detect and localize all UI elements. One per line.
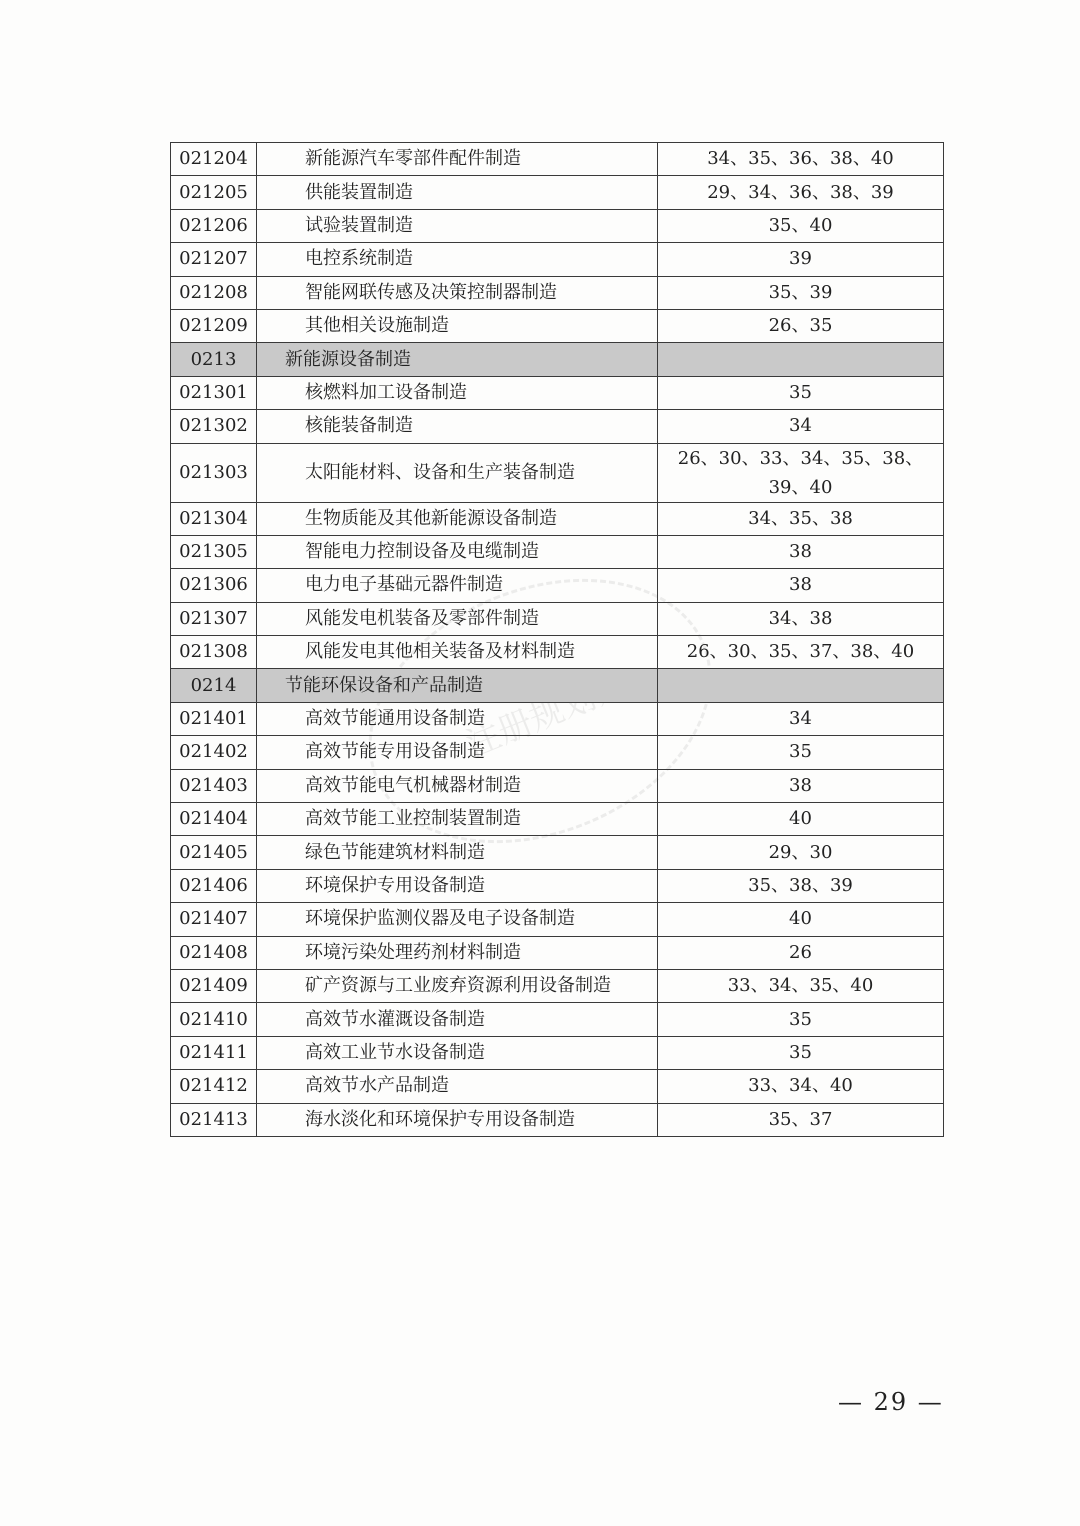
codes-cell: 35、40 — [658, 209, 944, 242]
codes-cell: 35、39 — [658, 276, 944, 309]
code-cell: 021410 — [171, 1003, 257, 1036]
name-cell: 核能装备制造 — [257, 410, 658, 443]
table-row — [171, 969, 944, 1002]
code-cell: 021209 — [171, 309, 257, 342]
codes-cell: 38 — [658, 569, 944, 602]
classification-table — [170, 142, 944, 1137]
name-cell: 风能发电其他相关装备及材料制造 — [257, 636, 658, 669]
code-cell: 021207 — [171, 243, 257, 276]
code-cell: 021306 — [171, 569, 257, 602]
table-body — [171, 143, 944, 1137]
name-cell: 高效节水产品制造 — [257, 1070, 658, 1103]
code-cell: 021404 — [171, 803, 257, 836]
section-row — [171, 669, 944, 702]
codes-cell: 34、38 — [658, 602, 944, 635]
codes-cell: 26、30、33、34、35、38、39、40 — [658, 443, 944, 502]
name-cell: 高效工业节水设备制造 — [257, 1036, 658, 1069]
name-cell: 矿产资源与工业废弃资源利用设备制造 — [257, 969, 658, 1002]
codes-cell: 33、34、35、40 — [658, 969, 944, 1002]
table-row — [171, 410, 944, 443]
table-row — [171, 602, 944, 635]
code-cell: 021406 — [171, 869, 257, 902]
table-row — [171, 276, 944, 309]
code-cell: 021303 — [171, 443, 257, 502]
table-row — [171, 143, 944, 176]
name-cell: 环境保护专用设备制造 — [257, 869, 658, 902]
name-cell: 智能电力控制设备及电缆制造 — [257, 535, 658, 568]
name-cell: 智能网联传感及决策控制器制造 — [257, 276, 658, 309]
code-cell: 021402 — [171, 736, 257, 769]
codes-cell: 29、34、36、38、39 — [658, 176, 944, 209]
name-cell: 环境保护监测仪器及电子设备制造 — [257, 903, 658, 936]
table-row — [171, 769, 944, 802]
code-cell: 021305 — [171, 535, 257, 568]
code-cell: 021208 — [171, 276, 257, 309]
code-cell: 021401 — [171, 702, 257, 735]
section-row — [171, 343, 944, 376]
codes-cell: 38 — [658, 535, 944, 568]
name-cell: 绿色节能建筑材料制造 — [257, 836, 658, 869]
name-cell: 其他相关设施制造 — [257, 309, 658, 342]
table-row — [171, 803, 944, 836]
table-row — [171, 636, 944, 669]
code-cell: 021205 — [171, 176, 257, 209]
table-row — [171, 736, 944, 769]
name-cell: 节能环保设备和产品制造 — [257, 669, 658, 702]
table-row — [171, 209, 944, 242]
code-cell: 021407 — [171, 903, 257, 936]
codes-cell: 34 — [658, 410, 944, 443]
table-row — [171, 309, 944, 342]
codes-cell: 35 — [658, 736, 944, 769]
codes-cell — [658, 669, 944, 702]
code-cell: 0213 — [171, 343, 257, 376]
codes-cell: 35 — [658, 376, 944, 409]
table-row — [171, 702, 944, 735]
table-row — [171, 1036, 944, 1069]
code-cell: 021304 — [171, 502, 257, 535]
table-row — [171, 1003, 944, 1036]
code-cell: 021411 — [171, 1036, 257, 1069]
codes-cell: 35 — [658, 1036, 944, 1069]
code-cell: 021413 — [171, 1103, 257, 1136]
table-row — [171, 836, 944, 869]
codes-cell: 35、38、39 — [658, 869, 944, 902]
code-cell: 021409 — [171, 969, 257, 1002]
codes-cell: 34、35、36、38、40 — [658, 143, 944, 176]
code-cell: 021301 — [171, 376, 257, 409]
name-cell: 生物质能及其他新能源设备制造 — [257, 502, 658, 535]
code-cell: 021307 — [171, 602, 257, 635]
codes-cell: 33、34、40 — [658, 1070, 944, 1103]
table-row — [171, 1103, 944, 1136]
table-row — [171, 903, 944, 936]
watermark-text: 注册规划师 — [460, 664, 634, 766]
name-cell: 高效节能专用设备制造 — [257, 736, 658, 769]
table-row — [171, 502, 944, 535]
code-cell: 021204 — [171, 143, 257, 176]
name-cell: 高效节水灌溉设备制造 — [257, 1003, 658, 1036]
name-cell: 海水淡化和环境保护专用设备制造 — [257, 1103, 658, 1136]
name-cell: 高效节能工业控制装置制造 — [257, 803, 658, 836]
codes-cell: 29、30 — [658, 836, 944, 869]
code-cell: 0214 — [171, 669, 257, 702]
name-cell: 电控系统制造 — [257, 243, 658, 276]
table-row — [171, 176, 944, 209]
codes-cell: 39 — [658, 243, 944, 276]
name-cell: 高效节能电气机械器材制造 — [257, 769, 658, 802]
code-cell: 021408 — [171, 936, 257, 969]
name-cell: 环境污染处理药剂材料制造 — [257, 936, 658, 969]
code-cell: 021403 — [171, 769, 257, 802]
code-cell: 021206 — [171, 209, 257, 242]
code-cell: 021308 — [171, 636, 257, 669]
name-cell: 试验装置制造 — [257, 209, 658, 242]
codes-cell: 38 — [658, 769, 944, 802]
name-cell: 电力电子基础元器件制造 — [257, 569, 658, 602]
codes-cell: 26、35 — [658, 309, 944, 342]
table-row — [171, 443, 944, 502]
codes-cell — [658, 343, 944, 376]
table-row — [171, 1070, 944, 1103]
name-cell: 核燃料加工设备制造 — [257, 376, 658, 409]
page-number: — 29 — — [838, 1388, 944, 1416]
codes-cell: 35 — [658, 1003, 944, 1036]
code-cell: 021302 — [171, 410, 257, 443]
codes-cell: 40 — [658, 803, 944, 836]
codes-cell: 26、30、35、37、38、40 — [658, 636, 944, 669]
table-row — [171, 569, 944, 602]
table-row — [171, 376, 944, 409]
code-cell: 021412 — [171, 1070, 257, 1103]
name-cell: 风能发电机装备及零部件制造 — [257, 602, 658, 635]
table-row — [171, 869, 944, 902]
codes-cell: 40 — [658, 903, 944, 936]
codes-cell: 34 — [658, 702, 944, 735]
codes-cell: 34、35、38 — [658, 502, 944, 535]
table-row — [171, 243, 944, 276]
codes-cell: 35、37 — [658, 1103, 944, 1136]
codes-cell: 26 — [658, 936, 944, 969]
table-row — [171, 936, 944, 969]
table-row — [171, 535, 944, 568]
code-cell: 021405 — [171, 836, 257, 869]
name-cell: 太阳能材料、设备和生产装备制造 — [257, 443, 658, 502]
name-cell: 高效节能通用设备制造 — [257, 702, 658, 735]
name-cell: 供能装置制造 — [257, 176, 658, 209]
name-cell: 新能源汽车零部件配件制造 — [257, 143, 658, 176]
name-cell: 新能源设备制造 — [257, 343, 658, 376]
